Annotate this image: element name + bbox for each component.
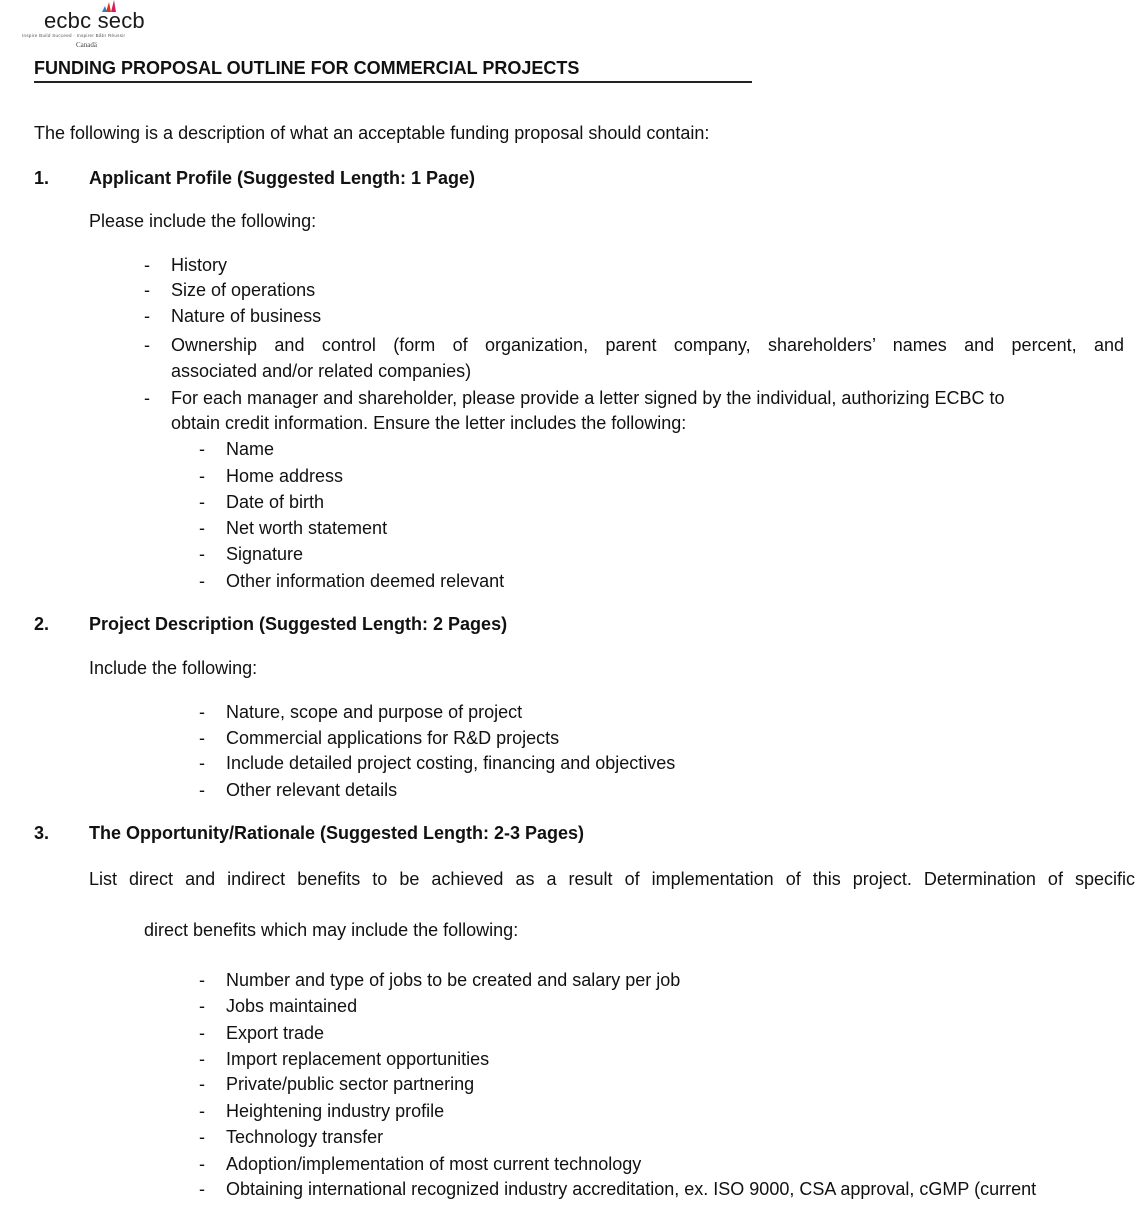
list-item: Obtaining international recognized industry accreditation, ex. ISO 9000, CSA approval, cGMP (current — [226, 1179, 1037, 1199]
sub-list-item: Net worth statement — [226, 518, 388, 538]
section-2-number: 2. — [34, 614, 50, 634]
list-item: Include detailed project costing, financing and objectives — [226, 753, 676, 773]
bullet-dash: - — [199, 439, 205, 459]
bullet-dash: - — [199, 1023, 205, 1043]
list-item: Commercial applications for R&D projects — [226, 728, 560, 748]
section-2-lead: Include the following: — [89, 658, 258, 678]
bullet-dash: - — [144, 306, 150, 326]
logo-tagline: Inspire Build Succeed · Inspirer Bâtir Réussir — [22, 33, 126, 38]
bullet-dash: - — [199, 753, 205, 773]
bullet-dash: - — [144, 335, 150, 355]
list-item: Adoption/implementation of most current technology — [226, 1154, 642, 1174]
bullet-dash: - — [199, 492, 205, 512]
bullet-dash: - — [199, 728, 205, 748]
sub-list-item: Home address — [226, 466, 344, 486]
sub-list-item: Other information deemed relevant — [226, 571, 505, 591]
bullet-dash: - — [199, 780, 205, 800]
title-underline — [34, 81, 752, 83]
list-item: Other relevant details — [226, 780, 398, 800]
list-item: Private/public sector partnering — [226, 1074, 475, 1094]
section-3-lead-continuation: direct benefits which may include the following: — [144, 920, 519, 940]
list-item: Heightening industry profile — [226, 1101, 445, 1121]
list-item: History — [171, 255, 228, 275]
ecbc-logo — [20, 0, 170, 55]
section-3-number: 3. — [34, 823, 50, 843]
sub-list-item: Signature — [226, 544, 304, 564]
list-item: Nature of business — [171, 306, 322, 326]
bullet-dash: - — [199, 1179, 205, 1199]
bullet-dash: - — [144, 280, 150, 300]
list-item: Number and type of jobs to be created and salary per job — [226, 970, 681, 990]
section-3-heading: The Opportunity/Rationale (Suggested Length: 2-3 Pages) — [89, 823, 585, 843]
bullet-dash: - — [199, 518, 205, 538]
bullet-dash: - — [199, 1154, 205, 1174]
list-item: Import replacement opportunities — [226, 1049, 490, 1069]
bullet-dash: - — [199, 1074, 205, 1094]
section-2-heading: Project Description (Suggested Length: 2 Pages) — [89, 614, 508, 634]
bullet-dash: - — [199, 1101, 205, 1121]
list-item: Ownership and control (form of organization, parent company, shareholders’ names and percent, and — [171, 335, 1124, 355]
bullet-dash: - — [199, 544, 205, 564]
logo-wordmark: ecbc secb — [44, 8, 145, 33]
bullet-dash: - — [199, 996, 205, 1016]
list-item: Jobs maintained — [226, 996, 358, 1016]
section-3-lead: List direct and indirect benefits to be achieved as a result of implementation of this project. Determination of specific — [89, 869, 1135, 889]
list-item: Size of operations — [171, 280, 316, 300]
bullet-dash: - — [199, 571, 205, 591]
bullet-dash: - — [144, 255, 150, 275]
list-item: Nature, scope and purpose of project — [226, 702, 523, 722]
intro-paragraph: The following is a description of what an acceptable funding proposal should contain: — [34, 123, 710, 143]
list-item: Export trade — [226, 1023, 325, 1043]
bullet-dash: - — [199, 466, 205, 486]
sub-list-item: Name — [226, 439, 275, 459]
bullet-dash: - — [199, 1127, 205, 1147]
bullet-dash: - — [144, 388, 150, 408]
list-item-continuation: obtain credit information. Ensure the letter includes the following: — [171, 413, 687, 433]
sub-list-item: Date of birth — [226, 492, 325, 512]
list-item: Technology transfer — [226, 1127, 384, 1147]
list-item-continuation: associated and/or related companies) — [171, 361, 472, 381]
document-title: FUNDING PROPOSAL OUTLINE FOR COMMERCIAL PROJECTS — [34, 58, 580, 78]
section-1-heading: Applicant Profile (Suggested Length: 1 Page) — [89, 168, 476, 188]
bullet-dash: - — [199, 970, 205, 990]
bullet-dash: - — [199, 702, 205, 722]
section-1-lead: Please include the following: — [89, 211, 317, 231]
logo-country: Canadä — [76, 41, 97, 49]
section-1-number: 1. — [34, 168, 50, 188]
list-item: For each manager and shareholder, please provide a letter signed by the individual, authorizing ECBC to — [171, 388, 1005, 408]
bullet-dash: - — [199, 1049, 205, 1069]
